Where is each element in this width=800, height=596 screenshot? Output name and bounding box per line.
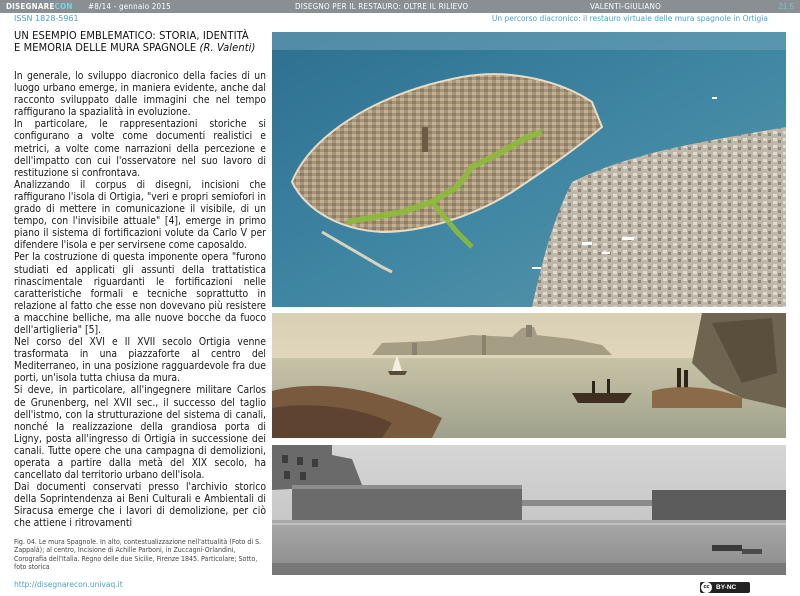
brand-accent: CON (54, 2, 73, 11)
article-body (14, 70, 266, 530)
paragraph: In particolare, le rappresentazioni storiche si configurano a volte come documenti realistici e metrici, a volte come narrazioni della percezione e dell'impatto con cui l'osservatore nel suo lavoro di restituzione si confrontava. (14, 118, 266, 179)
paragraph: Analizzando il corpus di disegni, incisioni che raffigurano l'isola di Ortigia, "veri e propri semiofori in grado di mettere in comunicazione il visibile, di un tempo, con l'invisibile attuale" [4], emerge in primo piano il sistema di fortificazioni volute da Carlo V per difendere l'isola e per servirsene come caposaldo. (14, 178, 266, 252)
paragraph: In generale, lo sviluppo diacronico della facies di un luogo urbano emerge, in maniera evidente, anche dal racconto sviluppato dalle immagini che nel tempo raffigurano la spazialità in evoluzione. (14, 70, 266, 119)
issue-label: #8/14 - gennaio 2015 (88, 2, 171, 11)
journal-url-link[interactable]: http://disegnarecon.univaq.it (14, 580, 123, 589)
paragraph: Per la costruzione di questa imponente opera "furono studiati ed applicati gli assunti della trattatistica rinascimentale riguardanti le fortificazioni nelle caratteristiche formali e tecniche soprattutto in relazione al fatto che esse non dovevano più resistere a macchine belliche, ma alle nuove bocche da fuoco dell'artiglieria" [5]. (14, 251, 266, 336)
journal-brand[interactable] (6, 0, 73, 13)
license-badge[interactable] (700, 582, 750, 593)
aerial-photo-ortigia (272, 32, 786, 307)
engraving-parboni (272, 313, 786, 438)
issn-label: ISSN 1828-5961 (14, 14, 79, 23)
article-subtitle: Un percorso diacronico: il restauro virtuale delle mura spagnole in Ortigia (491, 14, 768, 23)
running-header (0, 0, 800, 13)
authors-label: VALENTI-GIULIANO (590, 2, 661, 11)
page-number: 21.5 (778, 2, 794, 11)
historical-photo-illustration (272, 445, 786, 575)
paragraph: Nel corso del XVI e Il XVII secolo Ortigia venne trasformata in una piazzaforte al centro del Mediterraneo, in una posizione ragguardevole fra due porti, un'isola tutta chiusa da mura. (14, 336, 266, 385)
brand-main: DISEGNARE (6, 2, 55, 11)
heading-line-1: UN ESEMPIO EMBLEMATICO: STORIA, IDENTITÀ (14, 29, 249, 42)
figure-caption: Fig. 04. Le mura Spagnole. In alto, contestualizzazione nell'attualità (Foto di S. Zappalà); al centro, Incisione di Achille Parboni, in Zuccagni-Orlandini, Corografia dell'Italia. Regno delle due Sicilie, Firenze 1845. Particolare; Sotto, foto storica (14, 538, 262, 571)
heading-line-2: E MEMORIA DELLE MURA SPAGNOLE (14, 41, 197, 54)
creative-commons-icon: cc (701, 582, 712, 593)
historical-photo (272, 445, 786, 575)
license-label: BY-NC (716, 584, 737, 591)
section-heading (14, 30, 264, 54)
sub-header (0, 13, 800, 24)
aerial-photo-illustration (272, 32, 786, 307)
heading-author: (R. Valenti) (199, 41, 256, 54)
engraving-illustration (272, 313, 786, 438)
paragraph: Si deve, in particolare, all'ingegnere militare Carlos de Grunenberg, nel XVII sec., il successo del taglio dell'istmo, con la strutturazione del sistema di canali, nonché la realizzazione della grandiosa porta di Ligny, posta all'ingresso di Ortigia in successione dei canali. Tutte opere che una campagna di demolizioni, operata a partire dalla metà del XIX secolo, ha cancellato dal territorio urbano dell'isola. (14, 384, 266, 482)
running-title: DISEGNO PER IL RESTAURO: OLTRE IL RILIEVO (295, 2, 469, 11)
paragraph: Dai documenti conservati presso l'archivio storico della Soprintendenza ai Beni Culturali e Ambientali di Siracusa emerge che i lavori di demolizione, per ciò che attiene i ritrovamenti (14, 481, 266, 530)
